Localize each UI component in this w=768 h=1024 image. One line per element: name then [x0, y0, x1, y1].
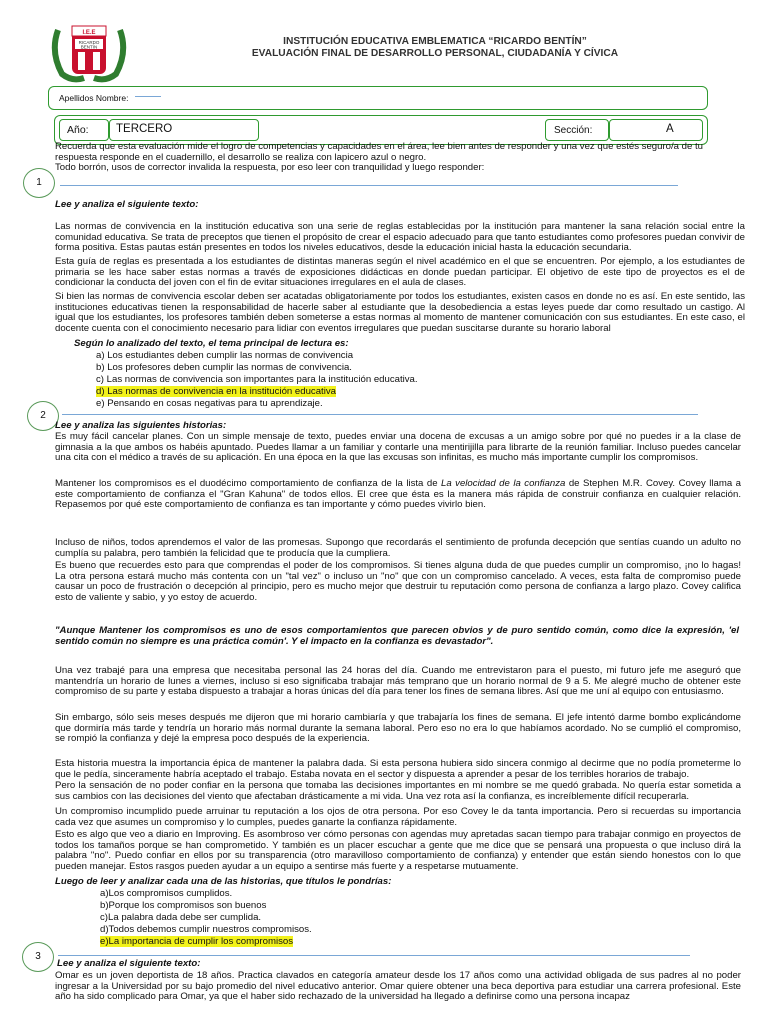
year-label: Año:: [67, 124, 89, 136]
section-label: Sección:: [554, 125, 593, 136]
divider: [60, 185, 678, 186]
q2-option-c[interactable]: c)La palabra dada debe ser cumplida.: [100, 912, 262, 923]
q3-heading: Lee y analiza el siguiente texto:: [57, 958, 201, 969]
q2-paragraph: Una vez trabajé para una empresa que necesitaba personal las 24 horas del día. Cuando me entrevistaron para el puesto, mi futuro jefe me aseguró que mantendría un horario de lunes a viernes, incluso si eso significaba trabajar más temprano que un horario normal de 9 a 5. Me alegré mucho de obtener este compromiso de su parte y estaba dispuesto a trabajar a horas únicas del día para tener los fines de semana libres. Así que me uní al equipo con entusiasmo.: [55, 665, 741, 698]
q2-paragraph: Incluso de niños, todos aprendemos el valor de las promesas. Supongo que recordarás el sentimiento de profunda decepción que sentías cuando un adulto no cumplía su palabra, pero también la felicidad que te producía que la cumpliera.: [55, 537, 741, 559]
q1-option-b[interactable]: b) Los profesores deben cumplir las normas de convivencia.: [96, 362, 352, 373]
q2-paragraph: Pero la sensación de no poder confiar en la persona que tomaba las decisiones importantes en mi nombre se me quedó grabada. No quería estar sometida a sus cambios con las decisiones del viento que afectaban drásticamente a mi vida. Una vez rota así la confianza, es increíblemente difícil recuperarla.: [55, 780, 741, 802]
q2-paragraph: Es bueno que recuerdes esto para que comprendas el poder de los compromisos. Si tienes alguna duda de que puedes cumplir un compromiso, ¡no lo hagas! La otra persona estará mucho más contenta con un "tal vez" o incluso un "no" que con un compromiso cancelado. A veces, esta falta de compromiso puede causar un poco de frustración o decepción al principio, pero es mucho mejor que destruir tu reputación como persona de confianza a largo plazo. Covey califica esto de valiente y sabio, y yo estoy de acuerdo.: [55, 560, 741, 603]
q2-option-a[interactable]: a)Los compromisos cumplidos.: [100, 888, 233, 899]
question-number-2: 2: [27, 401, 59, 431]
q1-option-a[interactable]: a) Los estudiantes deben cumplir las normas de convivencia: [96, 350, 354, 361]
logo-text: BENTÍN: [80, 44, 98, 50]
year-field[interactable]: [109, 119, 259, 141]
q2-option-d[interactable]: d)Todos debemos cumplir nuestros compromisos.: [100, 924, 312, 935]
section-label-cell: [545, 119, 609, 141]
name-field[interactable]: [135, 96, 161, 97]
q1-paragraph: Si bien las normas de convivencia escolar deben ser acatadas obligatoriamente por todos los estudiantes, existen casos en donde no es así. En este sentido, las instituciones educativas tienen la responsabilidad de hacerle saber al estudiante que la desobediencia a estas leyes puede dar como resultado un castigo. Al igual que los estudiantes, los profesores también deben someterse a estas normas al momento de mantener comunicación con sus estudiantes. En este caso, el docente cuenta con el conocimiento necesario para lidiar con eventos irregulares que puedan suscitarse durante su horario laboral: [55, 291, 745, 334]
q1-paragraph: Esta guía de reglas es presentada a los estudiantes de distintas maneras según el nivel académico en el que se encuentren. Por ejemplo, a los estudiantes de primaria se les hace saber estas normas a través de exposiciones didácticas en donde puedan participar. El objetivo de este tipo de proyectos es el de condicionar la conducta del joven con el fin de evitar situaciones irregulares en el aula de clases.: [55, 256, 745, 289]
q2-text: Mantener los compromisos es el duodécimo comportamiento de confianza de la lista de: [55, 478, 442, 489]
instructions-text: Todo borrón, usos de corrector invalida la respuesta, por eso leer con tranquilidad y luego responder:: [55, 162, 485, 173]
exam-title: EVALUACIÓN FINAL DE DESARROLLO PERSONAL, CIUDADANÍA Y CÍVICA: [251, 48, 619, 59]
divider: [58, 955, 690, 956]
institution-title: INSTITUCIÓN EDUCATIVA EMBLEMATICA “RICARDO BENTÍN”: [283, 36, 587, 47]
q1-option-e[interactable]: e) Pensando en cosas negativas para tu aprendizaje.: [96, 398, 323, 409]
question-number-3: 3: [22, 942, 54, 972]
q2-option-b[interactable]: b)Porque los compromisos son buenos: [100, 900, 267, 911]
q1-heading: Lee y analiza el siguiente texto:: [55, 199, 199, 210]
name-label: Apellidos Nombre:: [59, 93, 129, 103]
q2-question: Luego de leer y analizar cada una de las historias, que títulos le pondrías:: [55, 876, 392, 887]
q2-paragraph: [55, 479, 741, 511]
name-box: [48, 86, 708, 110]
section-value: A: [666, 123, 674, 135]
q2-heading: Lee y analiza las siguientes historias:: [55, 420, 227, 431]
question-number-1: 1: [23, 168, 55, 198]
q1-question: Según lo analizado del texto, el tema principal de lectura es:: [74, 338, 349, 349]
q1-option-d[interactable]: [96, 386, 336, 398]
q2-option-e[interactable]: [100, 936, 293, 948]
q2-option-e-selected: e)La importancia de cumplir los compromisos: [100, 936, 294, 947]
q1-option-c[interactable]: c) Las normas de convivencia son importantes para la institución educativa.: [96, 374, 418, 385]
divider: [62, 414, 698, 415]
q2-text: de Stephen M.R. Covey. Covey llama a este comportamiento de confianza el "Gran Kahuna" de todos ellos. El cree que ésta es la manera más rápida de construir confianza en cualquier relación. Repasemos por qué este comportamiento de confianza es tan importante y cómo puedes vivirlo bien.: [55, 478, 741, 511]
q3-paragraph: Omar es un joven deportista de 18 años. Practica clavados en categoría amateur desde los 17 años como una actividad obligada de sus padres al no poder ingresar a la Universidad por su bajo promedio del nivel educativo anterior. Omar quiere obtener una beca deportiva para estudiar una carrera profesional. Este año ha sido complicado para Omar, ya que el haber sido rechazado de la universidad ha llegado a definirse como una persona incapaz: [55, 970, 741, 1003]
q2-paragraph: Esto es algo que veo a diario en Improving. Es asombroso ver cómo personas con agendas muy apretadas sacan tiempo para trabajar conmigo en proyectos de todos los tamaños porque se han comprometido. Y también es un placer escuchar a gente que me dice que se pensará una propuesta o que incluso dirá la palabra "no". Puedo confiar en ellos por su transparencia (otro maravilloso comportamiento de confianza) y entender que están siendo honestos con lo que pueden manejar. Estos rasgos pueden ayudar a un equipo a sentirse más fuerte y a respetarse mutuamente.: [55, 829, 741, 872]
logo-text: I.E.E: [82, 30, 96, 36]
q2-quote: "Aunque Mantener los compromisos es uno de esos comportamientos que parecen obvios y de puro sentido común, como dice la expresión, 'el sentido común no siempre es una práctica común'. Y el impacto en la confianza es devastador".: [55, 625, 739, 647]
instructions-text: Recuerda que esta evaluación mide el logro de competencias y capacidades en el área, lee bien antes de responder y una vez que estés seguro/a de tu respuesta responde en el cuadernillo, el desarrollo se realiza con lapicero azul o negro.: [55, 141, 703, 163]
section-field[interactable]: [609, 119, 703, 141]
logo-text: RICARDO: [78, 40, 100, 45]
year-value: TERCERO: [116, 123, 173, 135]
q2-paragraph: Es muy fácil cancelar planes. Con un simple mensaje de texto, puedes enviar una docena de excusas a un amigo sobre por qué no puedes ir a la clase de gimnasia a la que ambos os habéis apuntado. Puedes llamar a un familiar y contarle una mentirijilla para librarte de la reunión familiar. Incluso puedes cancelar una cita con el médico a través de su aplicación. En una época en la que las excusas son infinitas, es mucho más importante cumplir los compromisos.: [55, 431, 741, 464]
q1-paragraph: Las normas de convivencia en la institución educativa son una serie de reglas establecidas por la institución para mantener la sana relación social entre la comunidad educativa. Se trata de preceptos que tienen el propósito de crear el espacio adecuado para que tanto estudiantes como profesores puedan convivir de forma positiva. Estas pautas están presentes en todos los niveles educativos, desde la educación inicial hasta la educación secundaria.: [55, 221, 745, 254]
book-title: La velocidad de la confianza: [441, 478, 566, 489]
q2-paragraph: Esta historia muestra la importancia épica de mantener la palabra dada. Si esta persona hubiera sido sincera conmigo al decirme que no podía prometerme lo que le pedía, sinceramente habría aceptado el trabajo. Estaba novata en el sector y dispuesta a aprender a pesar de los terribles horarios de trabajo.: [55, 758, 741, 780]
q2-paragraph: Sin embargo, sólo seis meses después me dijeron que mi horario cambiaría y que trabajaría los fines de semana. El jefe intentó darme bombo explicándome que dormiría más tarde y tendría un horario más normal durante la semana laboral. Pero eso no era lo que habíamos acordado. No se cumplió el compromiso, se rompió la confianza y dejé la empresa poco después de la experiencia.: [55, 712, 741, 745]
q1-option-d-selected: d) Las normas de convivencia en la institución educativa: [96, 386, 336, 397]
q2-paragraph: Un compromiso incumplido puede arruinar tu reputación a los ojos de otra persona. Por eso Covey le da tanta importancia. Pero si recuerdas su importancia cada vez que asumes un compromiso y lo cumples, puedes ganarte la confianza rápidamente.: [55, 806, 741, 828]
year-label-cell: [59, 119, 109, 141]
school-logo: [48, 22, 130, 84]
